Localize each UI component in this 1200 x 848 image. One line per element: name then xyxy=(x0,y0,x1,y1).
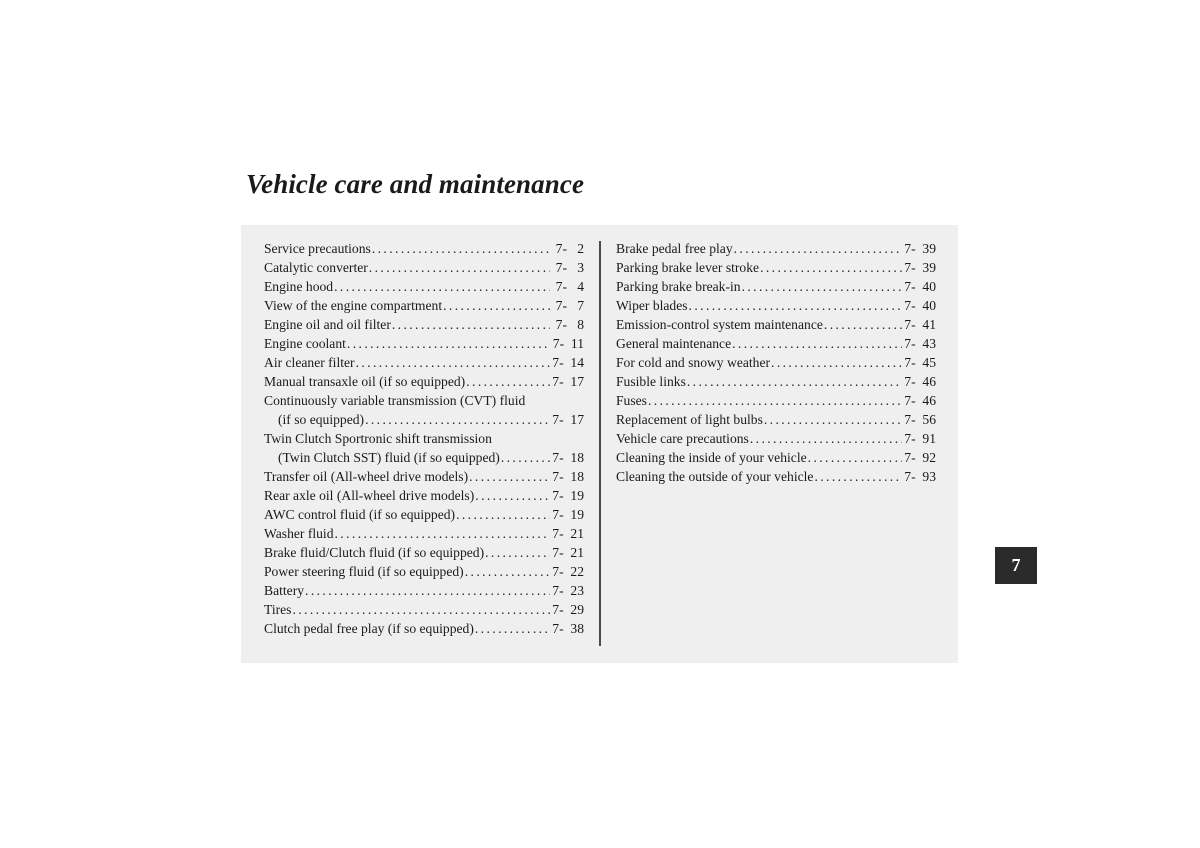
toc-entry-title: Power steering fluid (if so equipped) xyxy=(264,564,464,579)
dot-leader xyxy=(347,334,550,353)
toc-entry-title: Wiper blades xyxy=(616,298,688,313)
toc-entry-page: 7- 38 xyxy=(552,621,584,636)
toc-entry-page: 7- 92 xyxy=(904,450,936,465)
toc-entry-title: Tires xyxy=(264,602,292,617)
toc-entry[interactable] xyxy=(616,391,936,410)
toc-entry[interactable] xyxy=(616,296,936,315)
toc-entry[interactable] xyxy=(264,600,584,619)
toc-entry[interactable] xyxy=(616,334,936,353)
toc-entry[interactable] xyxy=(264,467,584,486)
toc-entry-title: Twin Clutch Sportronic shift transmission xyxy=(264,431,492,446)
toc-entry-title-continued: (if so equipped) xyxy=(278,412,365,427)
toc-entry-title: Fusible links xyxy=(616,374,686,389)
dot-leader xyxy=(814,467,902,486)
toc-entry[interactable] xyxy=(616,277,936,296)
toc-entry[interactable] xyxy=(616,239,936,258)
toc-entry-title: For cold and snowy weather xyxy=(616,355,771,370)
toc-entry-page: 7- 4 xyxy=(555,279,584,294)
dot-leader xyxy=(369,258,550,277)
toc-entry-title: Cleaning the outside of your vehicle xyxy=(616,469,814,484)
toc-entry[interactable] xyxy=(264,239,584,258)
toc-entry-title: Transfer oil (All-wheel drive models) xyxy=(264,469,469,484)
toc-entry-page: 7- 45 xyxy=(904,355,936,370)
toc-entry-page: 7- 41 xyxy=(904,317,936,332)
toc-entry[interactable] xyxy=(264,562,584,581)
toc-entry-title: Replacement of light bulbs xyxy=(616,412,763,427)
toc-entry-title: Engine hood xyxy=(264,279,334,294)
toc-entry-page: 7- 7 xyxy=(555,298,584,313)
dot-leader xyxy=(750,429,902,448)
toc-entry[interactable] xyxy=(616,372,936,391)
toc-entry-page: 7- 43 xyxy=(904,336,936,351)
toc-entry[interactable] xyxy=(616,410,936,429)
page-title: Vehicle care and maintenance xyxy=(246,169,585,199)
dot-leader xyxy=(732,334,902,353)
toc-entry-title: Clutch pedal free play (if so equipped) xyxy=(264,621,474,636)
toc-entry-title: Parking brake lever stroke xyxy=(616,260,760,275)
dot-leader xyxy=(469,467,550,486)
dot-leader xyxy=(824,315,902,334)
toc-entry-page: 7- 21 xyxy=(552,545,584,560)
toc-entry-page: 7- 29 xyxy=(552,602,584,617)
dot-leader xyxy=(292,600,550,619)
toc-entry[interactable] xyxy=(616,467,936,486)
dot-leader xyxy=(334,277,550,296)
dot-leader xyxy=(465,562,550,581)
dot-leader xyxy=(475,486,550,505)
toc-entry-title: Air cleaner filter xyxy=(264,355,355,370)
toc-entry-title: Engine oil and oil filter xyxy=(264,317,391,332)
toc-entry-title: Manual transaxle oil (if so equipped) xyxy=(264,374,466,389)
toc-entry[interactable] xyxy=(264,486,584,505)
toc-entry-title: Battery xyxy=(264,583,305,598)
dot-leader xyxy=(392,315,550,334)
toc-entry-title: Washer fluid xyxy=(264,526,334,541)
toc-entry-title: Emission-control system maintenance xyxy=(616,317,823,332)
dot-leader xyxy=(648,391,902,410)
toc-entry-page: 7- 46 xyxy=(904,393,936,408)
dot-leader xyxy=(443,296,550,315)
toc-entry-page: 7- 18 xyxy=(552,450,584,465)
toc-entry-page: 7- 91 xyxy=(904,431,936,446)
toc-entry-title: AWC control fluid (if so equipped) xyxy=(264,507,456,522)
toc-entry[interactable] xyxy=(264,581,584,600)
toc-entry-page: 7- 3 xyxy=(555,260,584,275)
toc-entry-page: 7- 19 xyxy=(552,488,584,503)
toc-entry-title: Rear axle oil (All-wheel drive models) xyxy=(264,488,475,503)
dot-leader xyxy=(305,581,550,600)
toc-entry-continuation[interactable] xyxy=(264,410,584,429)
toc-entry-page: 7- 40 xyxy=(904,279,936,294)
dot-leader xyxy=(475,619,550,638)
toc-entry-title: View of the engine compartment xyxy=(264,298,443,313)
dot-leader xyxy=(356,353,550,372)
toc-entry[interactable] xyxy=(264,505,584,524)
toc-entry-page: 7- 46 xyxy=(904,374,936,389)
toc-entry-page: 7- 18 xyxy=(552,469,584,484)
toc-entry-page: 7- 93 xyxy=(904,469,936,484)
toc-entry[interactable] xyxy=(264,296,584,315)
toc-entry-title: General maintenance xyxy=(616,336,732,351)
toc-entry[interactable] xyxy=(616,315,936,334)
dot-leader xyxy=(501,448,550,467)
toc-entry[interactable] xyxy=(264,524,584,543)
toc-entry[interactable] xyxy=(264,543,584,562)
dot-leader xyxy=(742,277,902,296)
toc-entry-page: 7- 40 xyxy=(904,298,936,313)
dot-leader xyxy=(456,505,550,524)
toc-entry[interactable] xyxy=(264,353,584,372)
toc-entry-page: 7- 23 xyxy=(552,583,584,598)
toc-entry-page: 7- 22 xyxy=(552,564,584,579)
dot-leader xyxy=(764,410,902,429)
dot-leader xyxy=(687,372,902,391)
toc-entry[interactable] xyxy=(616,353,936,372)
toc-entry-page: 7- 14 xyxy=(552,355,584,370)
table-of-contents xyxy=(241,225,958,663)
dot-leader xyxy=(760,258,902,277)
toc-entry[interactable] xyxy=(264,391,584,410)
toc-entry-page: 7- 8 xyxy=(555,317,584,332)
dot-leader xyxy=(372,239,550,258)
toc-entry-title: Engine coolant xyxy=(264,336,346,351)
toc-entry[interactable] xyxy=(616,448,936,467)
toc-entry-page: 7- 21 xyxy=(552,526,584,541)
column-divider xyxy=(599,241,601,646)
dot-leader xyxy=(365,410,550,429)
toc-entry-page: 7- 17 xyxy=(552,412,584,427)
chapter-tab[interactable]: 7 xyxy=(995,547,1037,584)
toc-entry-page: 7- 17 xyxy=(552,374,584,389)
toc-entry[interactable] xyxy=(264,429,584,448)
toc-entry-page: 7- 56 xyxy=(904,412,936,427)
toc-entry-page: 7- 39 xyxy=(904,260,936,275)
toc-entry-title: Service precautions xyxy=(264,241,371,256)
toc-entry-title: Fuses xyxy=(616,393,647,408)
toc-right-column xyxy=(616,239,936,486)
toc-entry[interactable] xyxy=(616,258,936,277)
dot-leader xyxy=(771,353,902,372)
toc-entry-page: 7- 2 xyxy=(555,241,584,256)
toc-entry[interactable] xyxy=(264,258,584,277)
toc-entry-page: 7- 19 xyxy=(552,507,584,522)
dot-leader xyxy=(335,524,551,543)
toc-entry-title: Parking brake break-in xyxy=(616,279,741,294)
toc-entry-title: Brake pedal free play xyxy=(616,241,733,256)
toc-left-column xyxy=(264,239,584,638)
toc-entry[interactable] xyxy=(616,429,936,448)
dot-leader xyxy=(689,296,902,315)
toc-entry-title-continued: (Twin Clutch SST) fluid (if so equipped) xyxy=(278,450,500,465)
dot-leader xyxy=(485,543,550,562)
toc-entry[interactable] xyxy=(264,334,584,353)
dot-leader xyxy=(808,448,902,467)
toc-entry-title: Cleaning the inside of your vehicle xyxy=(616,450,807,465)
toc-entry-page: 7- 39 xyxy=(904,241,936,256)
toc-entry-title: Brake fluid/Clutch fluid (if so equipped) xyxy=(264,545,485,560)
dot-leader xyxy=(466,372,550,391)
toc-entry-page: 7- 11 xyxy=(552,336,584,351)
toc-entry-title: Continuously variable transmission (CVT) fluid xyxy=(264,393,526,408)
toc-entry[interactable] xyxy=(264,315,584,334)
dot-leader xyxy=(734,239,902,258)
toc-entry-title: Catalytic converter xyxy=(264,260,368,275)
toc-entry-title: Vehicle care precautions xyxy=(616,431,749,446)
toc-entry[interactable] xyxy=(264,619,584,638)
toc-entry-continuation[interactable] xyxy=(264,448,584,467)
toc-entry[interactable] xyxy=(264,277,584,296)
toc-entry[interactable] xyxy=(264,372,584,391)
